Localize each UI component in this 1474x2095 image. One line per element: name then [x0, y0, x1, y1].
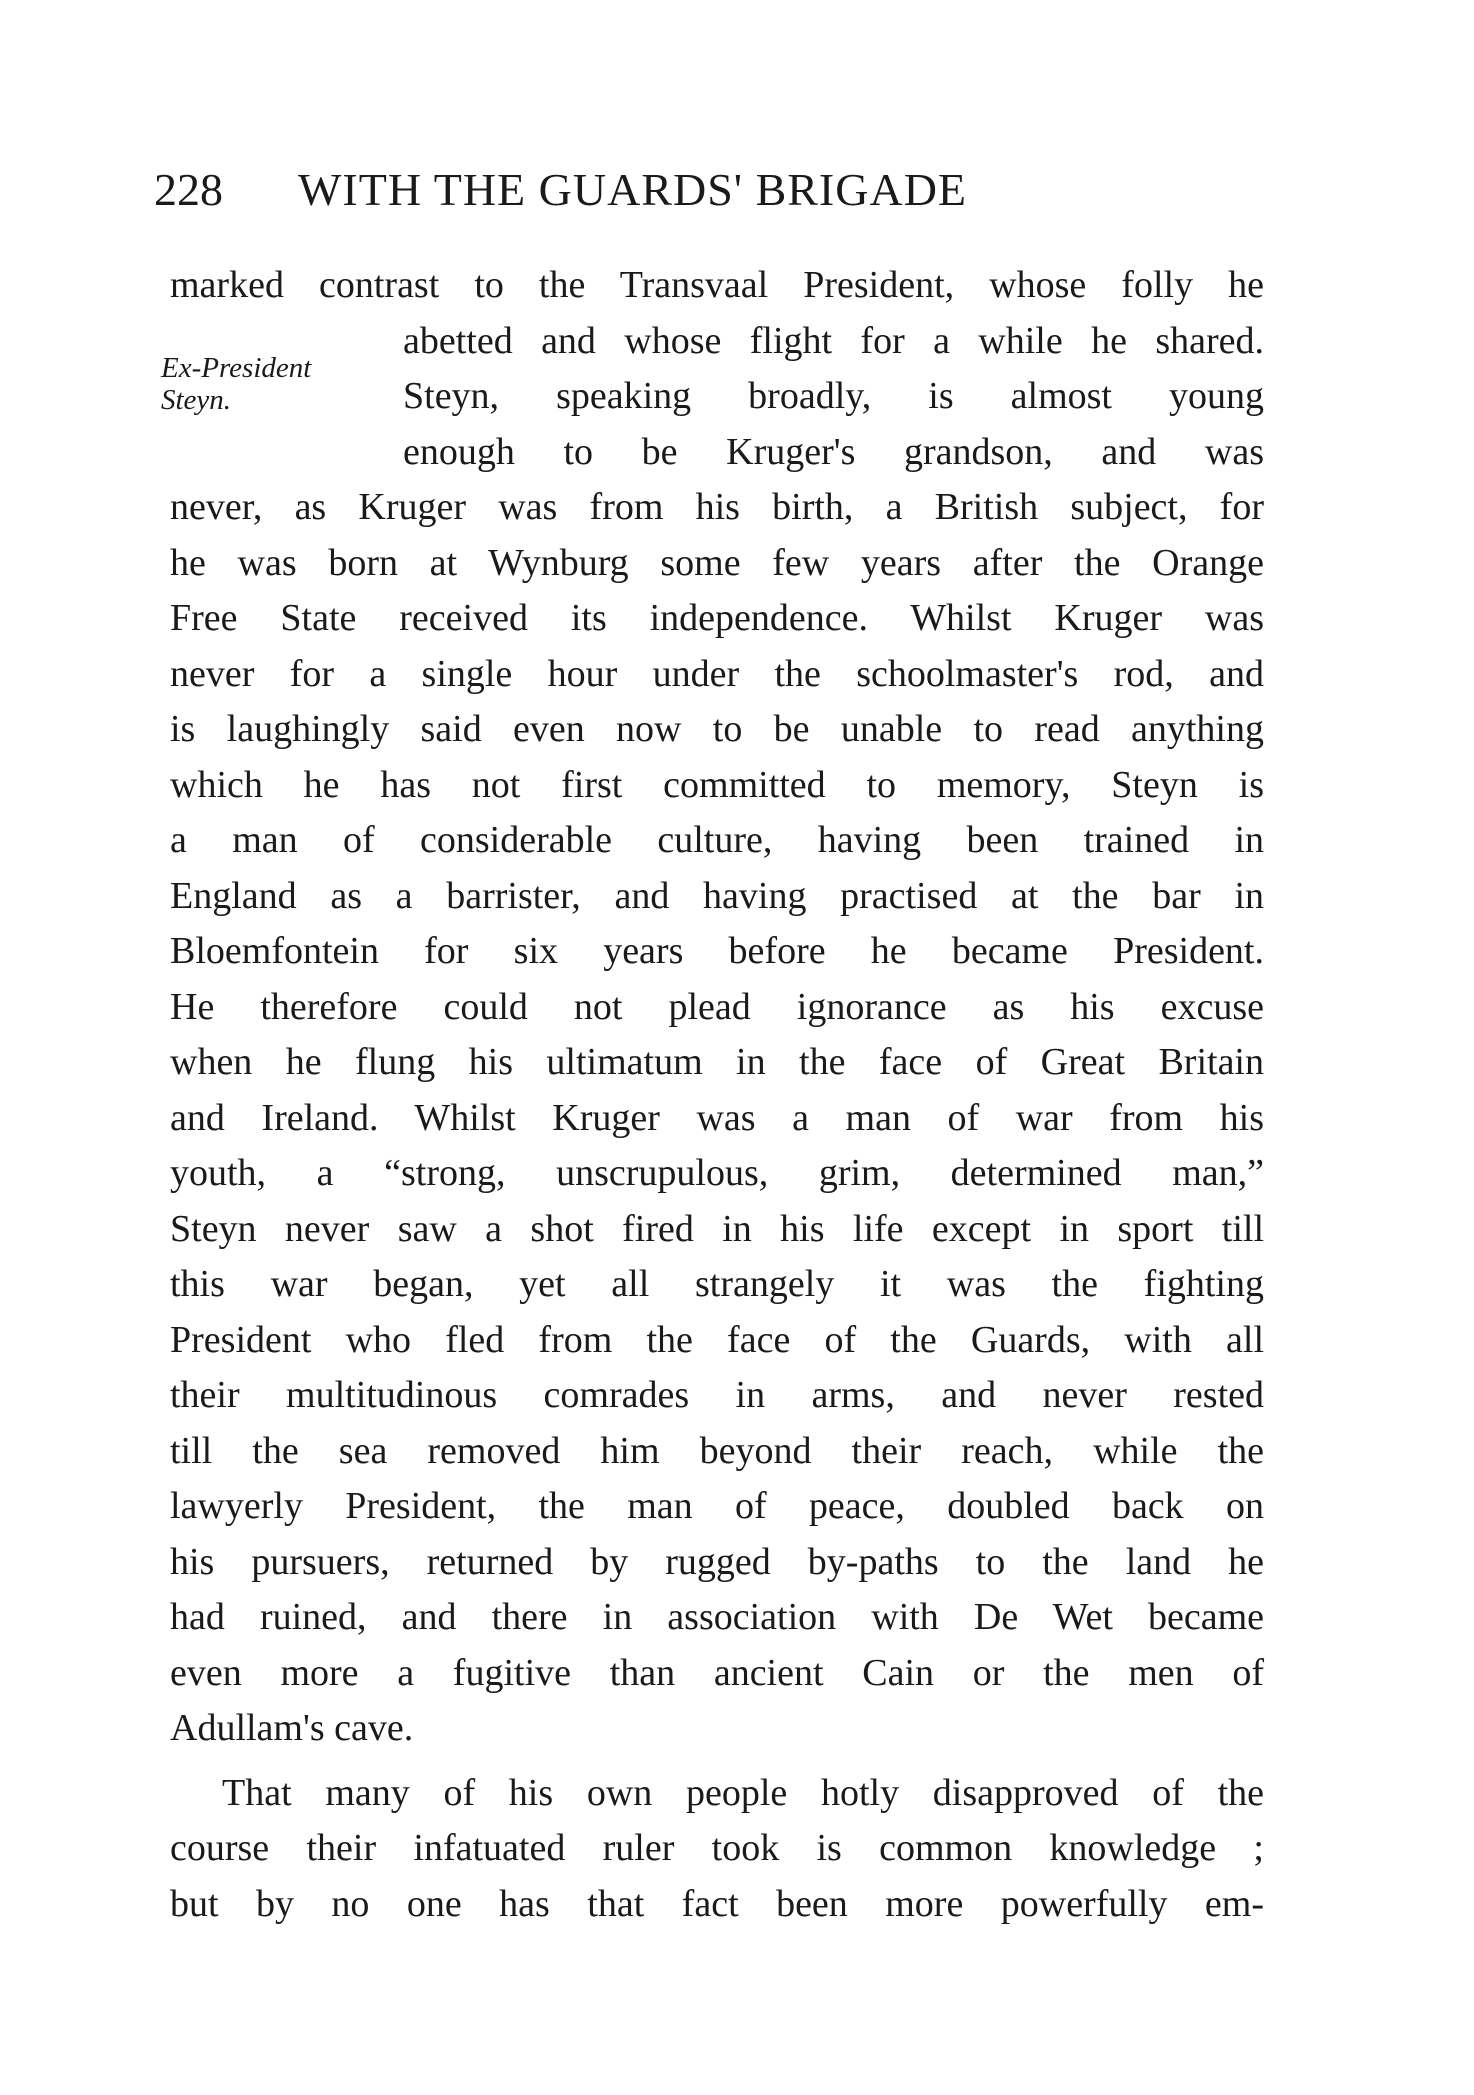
page-number: 228: [154, 164, 223, 215]
text-line: till the sea removed him beyond their reach, while the: [170, 1429, 1264, 1472]
text-line: abetted and whose flight for a while he shared.: [403, 319, 1264, 362]
text-line: even more a fugitive than ancient Cain or the men of: [170, 1651, 1264, 1694]
text-line: is laughingly said even now to be unable to read anything: [170, 708, 1264, 750]
text-line: their multitudinous comrades in arms, and never rested: [170, 1374, 1264, 1416]
text-line: he was born at Wynburg some few years after the Orange: [170, 541, 1264, 584]
text-line: his pursuers, returned by rugged by-paths to the land he: [170, 1540, 1264, 1583]
body-text: [170, 258, 1264, 1932]
text-line: never, as Kruger was from his birth, a British subject, for: [170, 486, 1264, 528]
text-line: Bloemfontein for six years before he became President.: [170, 930, 1264, 972]
text-line: a man of considerable culture, having been trained in: [170, 819, 1264, 861]
text-line: but by no one has that fact been more powerfully em-: [170, 1882, 1264, 1925]
running-title: WITH THE GUARDS' BRIGADE: [298, 164, 968, 215]
text-line: He therefore could not plead ignorance as his excuse: [170, 985, 1264, 1028]
margin-note-line: Ex-President: [161, 352, 312, 384]
text-line: Adullam's cave.: [170, 1707, 414, 1749]
text-line: marked contrast to the Transvaal President, whose folly he: [170, 264, 1264, 306]
paragraph: [170, 1766, 1264, 1933]
text-line: enough to be Kruger's grandson, and was: [403, 430, 1264, 473]
text-line: had ruined, and there in association with De Wet became: [170, 1596, 1264, 1638]
text-line: youth, a “strong, unscrupulous, grim, determined man,”: [170, 1152, 1264, 1194]
text-line: Steyn never saw a shot fired in his life except in sport till: [170, 1207, 1264, 1250]
page-header: [154, 160, 1274, 220]
text-line: and Ireland. Whilst Kruger was a man of war from his: [170, 1096, 1264, 1139]
text-line: when he flung his ultimatum in the face of Great Britain: [170, 1041, 1264, 1083]
text-line: President who fled from the face of the Guards, with all: [170, 1318, 1264, 1361]
text-line: lawyerly President, the man of peace, doubled back on: [170, 1485, 1264, 1527]
paragraph: [170, 258, 1264, 1757]
text-line: England as a barrister, and having practised at the bar in: [170, 874, 1264, 917]
text-line: Free State received its independence. Whilst Kruger was: [170, 597, 1264, 639]
text-line: this war began, yet all strangely it was the fighting: [170, 1263, 1264, 1305]
margin-note-line: Steyn.: [161, 384, 232, 416]
text-line: That many of his own people hotly disapproved of the: [222, 1771, 1264, 1814]
text-line: which he has not first committed to memory, Steyn is: [170, 763, 1264, 806]
text-line: course their infatuated ruler took is common knowledge ;: [170, 1827, 1264, 1869]
text-line: Steyn, speaking broadly, is almost young: [403, 375, 1264, 417]
text-line: never for a single hour under the schoolmaster's rod, and: [170, 652, 1264, 695]
